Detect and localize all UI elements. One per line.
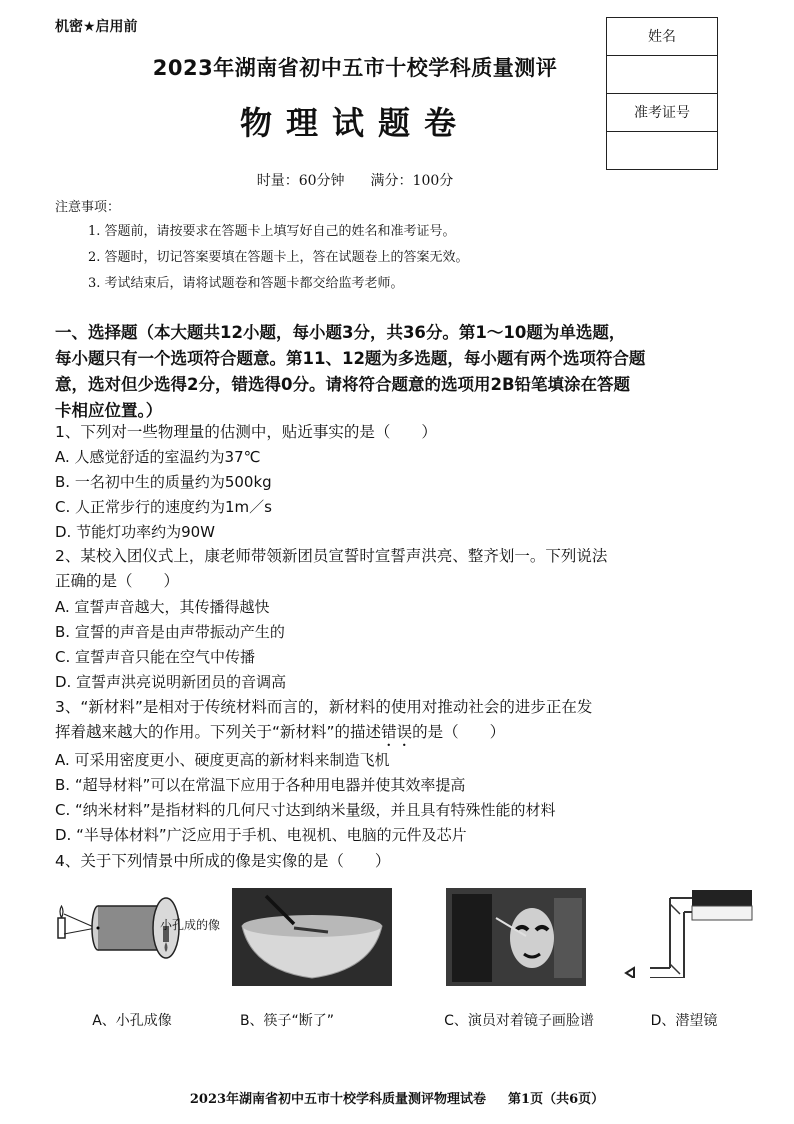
exam-meta [110, 170, 600, 190]
question-2-option-a: A. 宣誓声音越大，其传播得越快 [55, 598, 270, 616]
notes-title: 注意事项： [55, 200, 121, 215]
question-2-option-c: C. 宣誓声音只能在空气中传播 [55, 648, 256, 666]
stem-text: 的是（ ） [412, 723, 506, 741]
question-1-option-a: A. 人感觉舒适的室温约为37℃ [55, 448, 261, 466]
name-label: 姓名 [607, 18, 717, 56]
question-1-option-b: B. 一名初中生的质量约为500kg [55, 473, 272, 491]
question-4-stem: 4、关于下列情景中所成的像是实像的是（ ） [55, 852, 391, 870]
figure-caption-b: B、筷子“断了” [239, 1013, 335, 1029]
question-3-stem-line1: 3、“新材料”是相对于传统材料而言的，新材料的使用对推动社会的进步正在发 [55, 698, 593, 716]
student-id-box [606, 17, 718, 170]
question-3-option-b: B. “超导材料”可以在常温下应用于各种用电器并使其效率提高 [55, 776, 466, 794]
stem-text: 挥着越来越大的作用。下列关于“新材料”的描述 [55, 723, 382, 741]
note-item: 1. 答题前，请按要求在答题卡上填写好自己的姓名和准考证号。 [88, 224, 456, 239]
section-line: 卡相应位置。） [55, 401, 163, 420]
figure-inner-label: 小孔成的像 [160, 918, 221, 932]
page-footer [0, 1088, 794, 1107]
exam-subtitle: 2023年湖南省初中五市十校学科质量测评 [152, 56, 558, 80]
question-1-option-c: C. 人正常步行的速度约为1m／s [55, 498, 272, 516]
section-line: 意，选对但少选得2分，错选得0分。请将符合题意的选项用2B铅笔填涂在答题 [55, 375, 631, 394]
question-1-stem: 1、下列对一些物理量的估测中，贴近事实的是（ ） [55, 423, 437, 441]
page-title: 物理试题卷 [239, 104, 470, 142]
question-3-option-d: D. “半导体材料”广泛应用于手机、电视机、电脑的元件及芯片 [55, 826, 467, 844]
exam-score: 满分：100分 [370, 173, 454, 189]
question-2-stem-line1: 2、某校入团仪式上，康老师带领新团员宣誓时宣誓声洪亮、整齐划一。下列说法 [55, 547, 608, 565]
question-2-option-b: B. 宣誓的声音是由声带振动产生的 [55, 623, 285, 641]
figure-chopsticks-bowl [232, 888, 392, 986]
figure-opera-makeup [446, 888, 586, 986]
figure-pinhole-camera [48, 888, 228, 980]
question-2-option-d: D. 宣誓声洪亮说明新团员的音调高 [55, 673, 287, 691]
section-line: 一、选择题（本大题共12小题，每小题3分，共36分。第1～10题为单选题， [55, 323, 626, 342]
exam-no-label: 准考证号 [607, 94, 717, 132]
figure-periscope [620, 888, 754, 978]
question-3-option-a: A. 可采用密度更小、硬度更高的新材料来制造飞机 [55, 751, 390, 769]
emphasized-word: 错误 [381, 723, 413, 741]
section-line: 每小题只有一个选项符合题意。第11、12题为多选题，每小题有两个选项符合题 [55, 349, 646, 368]
question-2-stem-line2: 正确的是（ ） [55, 572, 180, 590]
page-number: 第1页（共6页） [508, 1092, 605, 1107]
note-item: 2. 答题时，切记答案要填在答题卡上，答在试题卷上的答案无效。 [88, 250, 469, 265]
note-item: 3. 考试结束后，请将试题卷和答题卡都交给监考老师。 [88, 276, 404, 291]
question-3-stem-line2 [55, 720, 745, 750]
question-3-option-c: C. “纳米材料”是指材料的几何尺寸达到纳米量级，并且具有特殊性能的材料 [55, 801, 556, 819]
figure-caption-c: C、演员对着镜子画脸谱 [444, 1013, 594, 1029]
footer-exam-name: 2023年湖南省初中五市十校学科质量测评物理试卷 [189, 1092, 487, 1107]
figure-caption-a: A、小孔成像 [92, 1013, 172, 1029]
question-1-option-d: D. 节能灯功率约为90W [55, 523, 216, 541]
confidential-mark: 机密★启用前 [55, 19, 138, 35]
exam-time: 时量：60分钟 [256, 173, 345, 189]
name-field[interactable] [607, 56, 717, 94]
section-instructions [55, 320, 745, 424]
exam-no-field[interactable] [607, 132, 717, 170]
figure-caption-d: D、潜望镜 [650, 1013, 718, 1029]
